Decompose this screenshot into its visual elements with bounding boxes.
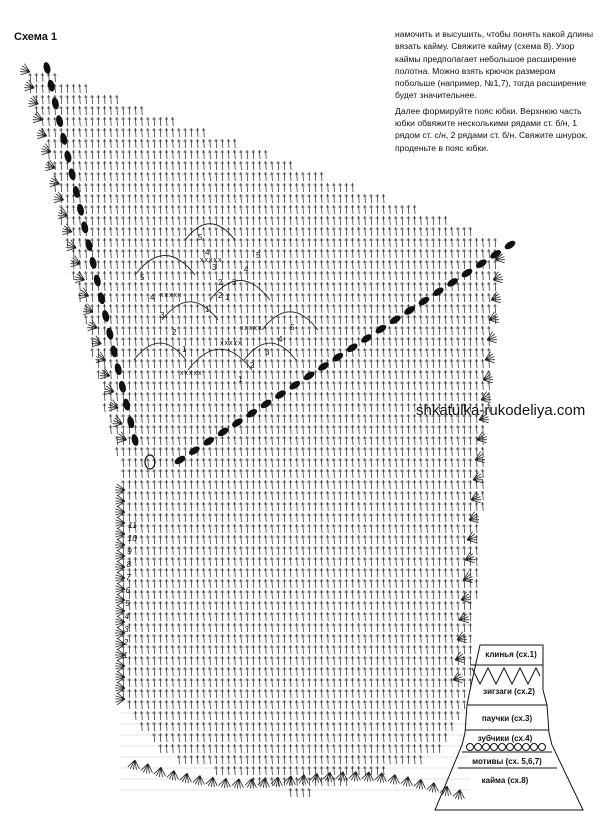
left-edge-fan — [49, 176, 59, 187]
hem-fan — [219, 778, 231, 788]
sc-row-marks: xxxxx — [160, 292, 183, 299]
left-edge-fan — [24, 80, 34, 91]
legend-tooth — [507, 744, 514, 751]
motif-number: 5 — [198, 233, 203, 242]
legend-tooth — [523, 744, 530, 751]
row-number: 9 — [127, 546, 132, 556]
left-bobble — [59, 132, 68, 145]
legend-label-border: кайма (сх.8) — [481, 776, 529, 785]
left-bobble — [101, 309, 110, 322]
sc-row-marks: xxxxx — [220, 340, 243, 347]
hem-fan — [154, 767, 166, 777]
left-bobble — [51, 97, 60, 110]
left-bobble — [76, 203, 85, 216]
right-bobble — [274, 389, 288, 401]
legend-label-spiders: паучки (сх.3) — [481, 714, 533, 723]
stitch-columns — [28, 73, 496, 797]
motif-number: 1 — [205, 305, 210, 314]
sc-row-marks: xxxxx — [200, 257, 223, 264]
left-bobble — [80, 221, 89, 234]
left-bobble — [105, 327, 114, 340]
motif-number: 1 — [182, 345, 187, 354]
left-bobble — [42, 61, 51, 74]
hem-fan — [297, 775, 309, 785]
right-edge-fan — [493, 272, 503, 283]
right-edge-fan — [461, 592, 471, 603]
legend-tooth — [531, 744, 538, 751]
legend-label-wedges: клинья (сх.1) — [485, 650, 537, 659]
hem-fan — [414, 779, 426, 789]
hem-fan — [453, 790, 465, 800]
hem-fan — [401, 777, 413, 787]
row-number: 6 — [125, 585, 131, 595]
left-edge-fan — [91, 336, 101, 347]
motif-number: 2 — [218, 291, 223, 300]
left-bobble — [55, 115, 64, 128]
left-bobble — [68, 168, 77, 181]
motif-number: 3 — [160, 311, 165, 320]
row-number: 2 — [123, 637, 129, 647]
hem-fan — [167, 770, 179, 780]
legend-tooth — [475, 744, 482, 751]
motif-number: 3 — [212, 263, 217, 272]
left-bobble — [47, 79, 56, 92]
motif-number: 5 — [140, 273, 145, 282]
right-edge-fan — [483, 372, 493, 383]
right-edge-fan — [491, 292, 501, 303]
left-edge-fan — [83, 304, 93, 315]
hem-fan — [336, 772, 348, 782]
motif-number: 1 — [225, 293, 230, 302]
right-edge-fan — [485, 352, 495, 363]
right-bobble — [288, 379, 302, 391]
right-edge-fan — [477, 432, 487, 443]
description-text — [395, 28, 595, 157]
chart-title: Схема 1 — [14, 31, 58, 43]
hem-fan — [323, 772, 335, 782]
right-bobble — [503, 239, 517, 251]
right-bobble — [216, 426, 230, 438]
motif-arc — [134, 343, 186, 360]
left-edge-fan — [58, 208, 68, 219]
right-bobble — [188, 445, 202, 457]
right-edge-fan — [471, 492, 481, 503]
motif-number: 4 — [244, 265, 249, 274]
left-edge-fan — [104, 384, 114, 395]
motif-arc — [244, 343, 296, 360]
hem-fan — [232, 779, 244, 789]
row-number: 10 — [127, 533, 137, 543]
motif-number: 2 — [172, 328, 177, 337]
hem-fan — [193, 775, 205, 785]
left-edge-fan — [70, 256, 80, 267]
motif-number: 3 — [265, 348, 270, 357]
row-number: 4 — [124, 611, 130, 621]
skirt-legend-diagram — [435, 645, 583, 810]
legend-label-teeth: зубчики (сх.4) — [477, 734, 533, 743]
left-bobble — [89, 256, 98, 269]
left-bobble — [93, 274, 102, 287]
row-number: 3 — [124, 624, 129, 634]
motif-number: 4 — [205, 248, 210, 257]
motif-number: 2 — [250, 361, 255, 370]
hem-fan — [141, 764, 153, 774]
legend-tooth — [539, 744, 546, 751]
hem-fan — [206, 777, 218, 787]
hem-fan — [284, 776, 296, 786]
motif-number: 4 — [278, 335, 283, 344]
legend-zigzag — [472, 668, 540, 684]
row-number: 11 — [128, 520, 137, 530]
hem-fan — [388, 774, 400, 784]
motif-number: 3 — [232, 278, 237, 287]
right-bobble — [374, 323, 388, 335]
hem-fan — [128, 760, 140, 770]
motif-number: 4 — [150, 293, 155, 302]
watermark: shkatulka-rukodeliya.com — [416, 402, 586, 419]
right-bobble — [388, 314, 402, 326]
row-number: 1 — [123, 650, 128, 660]
description-paragraph-1: намочить и высушить, чтобы понять какой длины вязать кайму. Свяжите кайму (схема 8). Узор каймы предполагает небольшое расширение полотна. Можно взять крючок размером побольше (например, №1,7), тогда расширение будет значительнее. — [395, 29, 594, 101]
sc-row-marks: xxxxx — [180, 370, 203, 377]
right-bobble — [331, 351, 345, 363]
left-edge-fan — [117, 432, 127, 443]
right-bobble — [417, 295, 431, 307]
hem-fan — [180, 773, 192, 783]
hem-fan — [245, 779, 257, 789]
right-edge-fan — [467, 532, 477, 543]
left-bobble — [63, 150, 72, 163]
left-bobble — [114, 363, 123, 376]
left-bobble — [130, 433, 139, 446]
legend-tooth — [515, 744, 522, 751]
legend-tooth — [491, 744, 498, 751]
motif-number: 2 — [218, 278, 223, 287]
row-number: 8 — [126, 559, 132, 569]
right-edge-fan — [473, 472, 483, 483]
description-paragraph-2: Далее формируйте пояс юбки. Верхнюю часть юбки обвяжите несколькими рядами ст. б/н, 1 рядом ст. с/н, 2 рядами ст. б/н. Свяжите шнурок, проденьте в пояс юбки. — [395, 105, 588, 153]
left-edge-fan — [37, 128, 47, 139]
legend-tooth — [467, 744, 474, 751]
row-lines — [120, 240, 470, 790]
motif-number: 1 — [238, 375, 243, 384]
right-bobble — [446, 276, 460, 288]
sc-row-marks: xxxxx — [240, 325, 263, 332]
row-number: 7 — [126, 572, 131, 582]
left-edge-fan — [45, 160, 55, 171]
left-edge-fan — [108, 400, 118, 411]
right-edge-fan — [487, 332, 497, 343]
right-bobble — [345, 342, 359, 354]
left-edge-fan — [41, 144, 51, 155]
hem-fan — [375, 773, 387, 783]
left-edge-fan — [20, 64, 30, 75]
hem-fan — [349, 771, 361, 781]
legend-label-zigzags: зигзаги (сх.2) — [483, 687, 535, 696]
start-marker — [145, 455, 155, 469]
legend-tooth — [483, 744, 490, 751]
left-edge-fan — [28, 96, 38, 107]
left-edge-fan — [54, 192, 64, 203]
motif-number: 5 — [256, 251, 261, 260]
legend-label-motifs: мотивы (сх. 5,6,7) — [472, 757, 542, 766]
legend-outline — [435, 645, 583, 810]
left-bobble — [118, 380, 127, 393]
row-number: 5 — [125, 598, 130, 608]
left-edge-fan — [33, 112, 43, 123]
legend-tooth — [499, 744, 506, 751]
motif-number: 5 — [290, 323, 295, 332]
hem-fan — [427, 783, 439, 793]
stitch-grid — [28, 73, 496, 797]
